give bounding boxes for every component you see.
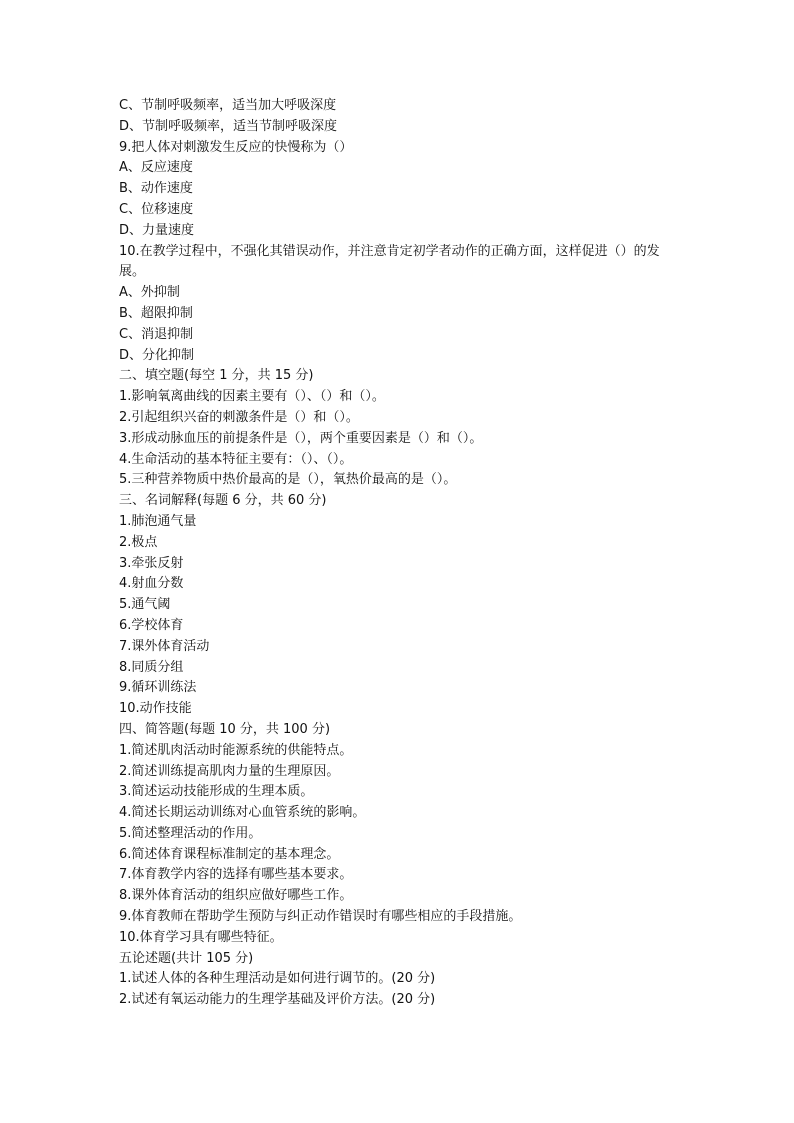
question-9-option-b: B、动作速度 xyxy=(119,181,193,197)
term-item: 6.学校体育 xyxy=(119,617,184,633)
fill-blank-item: 5.三种营养物质中热价最高的是（），氧热价最高的是（）。 xyxy=(119,472,457,488)
short-answer-item: 7.体育教学内容的选择有哪些基本要求。 xyxy=(119,867,353,883)
short-answer-item: 4.简述长期运动训练对心血管系统的影响。 xyxy=(119,805,366,821)
term-item: 4.射血分数 xyxy=(119,576,184,592)
short-answer-item: 6.简述体育课程标准制定的基本理念。 xyxy=(119,846,340,862)
term-item: 1.肺泡通气量 xyxy=(119,513,197,529)
term-item: 9.循环训练法 xyxy=(119,680,197,696)
document-page xyxy=(119,96,679,1011)
question-10-option-c: C、消退抑制 xyxy=(119,326,194,342)
fill-blank-item: 4.生命活动的基本特征主要有：（）、（）。 xyxy=(119,451,353,467)
term-item: 2.极点 xyxy=(119,534,158,550)
question-10-option-d: D、分化抑制 xyxy=(119,347,195,363)
term-item: 7.课外体育活动 xyxy=(119,638,210,654)
question-9-option-d: D、力量速度 xyxy=(119,222,195,238)
option-9c-prev: C、节制呼吸频率，适当加大呼吸深度 xyxy=(119,98,337,113)
section-heading-short-answer: 四、简答题(每题 10 分，共 100 分) xyxy=(119,721,331,737)
short-answer-item: 10.体育学习具有哪些特征。 xyxy=(119,929,283,945)
term-item: 3.牵张反射 xyxy=(119,555,184,571)
section-heading-fill-blank: 二、填空题(每空 1 分，共 15 分) xyxy=(119,368,314,384)
option-9d-prev: D、节制呼吸频率，适当节制呼吸深度 xyxy=(119,118,338,134)
term-item: 5.通气阈 xyxy=(119,597,171,613)
fill-blank-item: 3.形成动脉血压的前提条件是（），两个重要因素是（）和（）。 xyxy=(119,430,483,446)
essay-item: 2.试述有氧运动能力的生理学基础及评价方法。(20 分) xyxy=(119,992,436,1008)
question-9-option-a: A、反应速度 xyxy=(119,160,193,176)
question-9-option-c: C、位移速度 xyxy=(119,201,194,217)
question-10-option-a: A、外抑制 xyxy=(119,285,180,301)
question-9: 9.把人体对刺激发生反应的快慢称为（） xyxy=(119,139,353,155)
essay-item: 1.试述人体的各种生理活动是如何进行调节的。(20 分) xyxy=(119,971,436,987)
term-item: 10.动作技能 xyxy=(119,701,192,717)
short-answer-item: 5.简述整理活动的作用。 xyxy=(119,825,262,841)
fill-blank-item: 1.影响氧离曲线的因素主要有（）、（）和（）。 xyxy=(119,389,385,405)
short-answer-item: 3.简述运动技能形成的生理本质。 xyxy=(119,784,314,800)
short-answer-item: 9.体育教师在帮助学生预防与纠正动作错误时有哪些相应的手段措施。 xyxy=(119,909,522,925)
question-10-option-b: B、超限抑制 xyxy=(119,305,193,321)
short-answer-item: 1.简述肌肉活动时能源系统的供能特点。 xyxy=(119,742,353,758)
fill-blank-item: 2.引起组织兴奋的刺激条件是（）和（）。 xyxy=(119,409,359,425)
section-heading-terms: 三、名词解释(每题 6 分，共 60 分) xyxy=(119,493,327,509)
question-10: 10.在教学过程中，不强化其错误动作，并注意肯定初学者动作的正确方面，这样促进（）的发展。 xyxy=(119,243,660,280)
short-answer-item: 8.课外体育活动的组织应做好哪些工作。 xyxy=(119,888,353,904)
term-item: 8.同质分组 xyxy=(119,659,184,675)
section-heading-essay: 五论述题(共计 105 分) xyxy=(119,950,254,966)
short-answer-item: 2.简述训练提高肌肉力量的生理原因。 xyxy=(119,763,340,779)
